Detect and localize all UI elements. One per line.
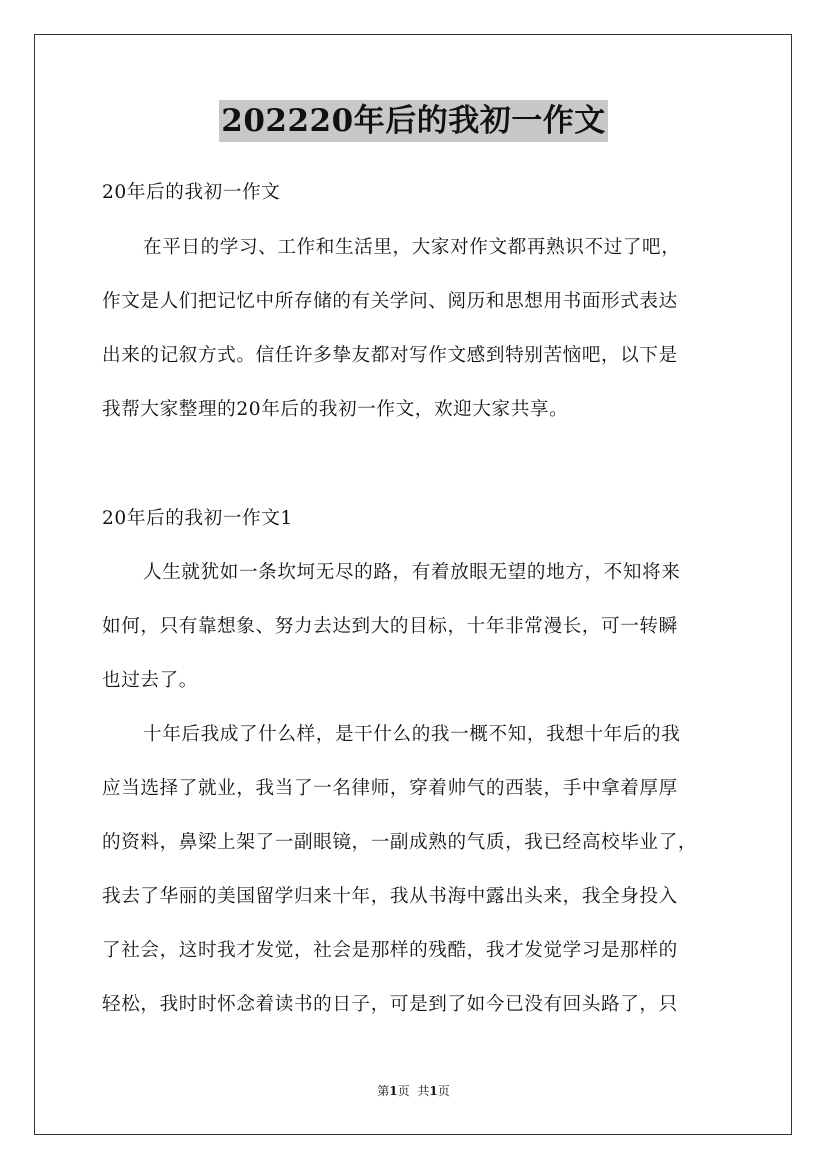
paragraph-line: 如何，只有靠想象、努力去达到大的目标，十年非常漫长，可一转瞬 bbox=[102, 616, 678, 637]
page-label-suffix: 页 bbox=[397, 1084, 410, 1098]
intro-line: 出来的记叙方式。信任许多挚友都对写作文感到特别苦恼吧，以下是 bbox=[102, 345, 678, 366]
page-footer bbox=[0, 1082, 827, 1100]
page-label-prefix: 第 bbox=[377, 1084, 390, 1098]
document-title: 202220年后的我初一作文 bbox=[219, 100, 607, 142]
paragraph-line: 也过去了。 bbox=[102, 670, 198, 691]
total-label-suffix: 页 bbox=[437, 1084, 450, 1098]
section-heading: 20年后的我初一作文 bbox=[102, 182, 281, 203]
section-heading: 20年后的我初一作文1 bbox=[102, 508, 293, 529]
paragraph-line: 十年后我成了什么样，是干什么的我一概不知，我想十年后的我 bbox=[143, 724, 681, 745]
intro-line: 作文是人们把记忆中所存储的有关学问、阅历和思想用书面形式表达 bbox=[102, 291, 678, 312]
intro-line: 我帮大家整理的20年后的我初一作文，欢迎大家共享。 bbox=[102, 399, 569, 420]
intro-line: 在平日的学习、工作和生活里，大家对作文都再熟识不过了吧， bbox=[143, 237, 681, 258]
title-container bbox=[0, 100, 827, 142]
paragraph-line: 我去了华丽的美国留学归来十年，我从书海中露出头来，我全身投入 bbox=[102, 886, 678, 907]
paragraph-line: 轻松，我时时怀念着读书的日子，可是到了如今已没有回头路了，只 bbox=[102, 994, 678, 1015]
total-label-prefix: 共 bbox=[417, 1084, 430, 1098]
paragraph-line: 人生就犹如一条坎坷无尽的路，有着放眼无望的地方，不知将来 bbox=[143, 562, 681, 583]
paragraph-line: 应当选择了就业，我当了一名律师，穿着帅气的西装，手中拿着厚厚 bbox=[102, 778, 678, 799]
total-pages: 1 bbox=[429, 1084, 438, 1098]
paragraph-line: 的资料，鼻梁上架了一副眼镜，一副成熟的气质，我已经高校毕业了， bbox=[102, 832, 698, 853]
page-number: 1 bbox=[389, 1084, 398, 1098]
paragraph-line: 了社会，这时我才发觉，社会是那样的残酷，我才发觉学习是那样的 bbox=[102, 940, 678, 961]
